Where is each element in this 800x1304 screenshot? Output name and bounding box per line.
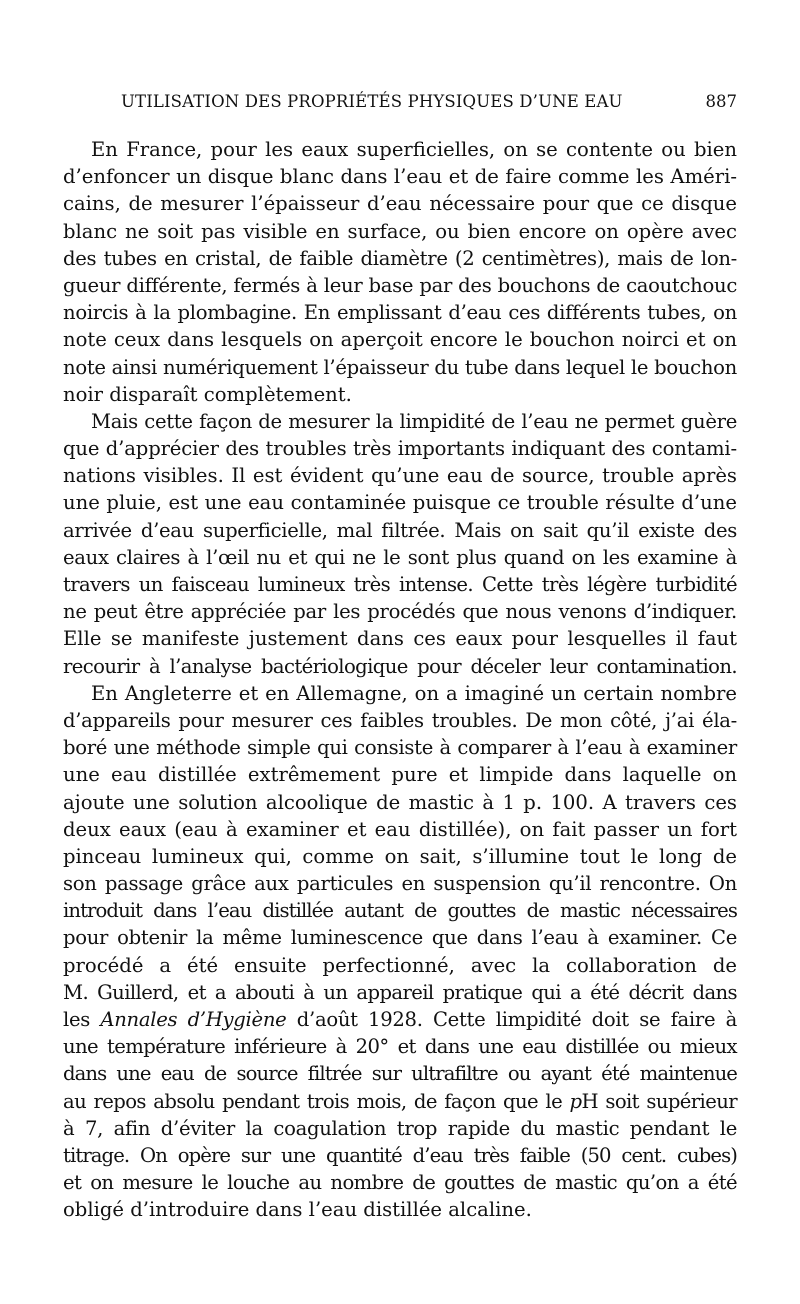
journal-title: Annales d’Hygiène xyxy=(100,1008,287,1031)
text-line xyxy=(63,1088,737,1115)
text-line: nations visibles. Il est évident qu’une eau de source, trouble après xyxy=(63,464,737,488)
text-fragment: les xyxy=(63,1008,101,1031)
text-line: note ainsi numériquement l’épaisseur du tube dans lequel le bouchon xyxy=(63,355,737,379)
text-line: et on mesure le louche au nombre de gouttes de mastic qu’on a été xyxy=(63,1171,737,1195)
page-number: 887 xyxy=(705,92,737,111)
text-line: note ceux dans lesquels on aperçoit encore le bouchon noirci et on xyxy=(63,328,737,352)
text-line: deux eaux (eau à examiner et eau distillée), on fait passer un fort xyxy=(63,817,737,841)
text-line: M. Guillerd, et a abouti à un appareil pratique qui a été décrit dans xyxy=(63,980,737,1004)
text-line: à 7, afin d’éviter la coagulation trop rapide du mastic pendant le xyxy=(63,1116,737,1140)
text-line: Elle se manifeste justement dans ces eaux pour lesquelles il faut xyxy=(63,627,737,651)
text-line: titrage. On opère sur une quantité d’eau très faible (50 cent. cubes) xyxy=(63,1143,737,1167)
text-fragment: au repos absolu pendant trois mois, de façon que le xyxy=(63,1089,570,1113)
text-line: arrivée d’eau superficielle, mal filtrée. Mais on sait qu’il existe des xyxy=(63,518,737,542)
text-line: ajoute une solution alcoolique de mastic à 1 p. 100. A travers ces xyxy=(63,790,737,814)
text-line: une pluie, est une eau contaminée puisque ce trouble résulte d’une xyxy=(63,491,737,515)
ph-symbol: p xyxy=(569,1089,582,1113)
text-line xyxy=(63,1006,737,1033)
text-line: gueur différente, fermés à leur base par des bouchons de caoutchouc xyxy=(63,273,737,297)
text-line: des tubes en cristal, de faible diamètre (2 centimètres), mais de lon- xyxy=(63,246,737,270)
text-line: d’enfoncer un disque blanc dans l’eau et de faire comme les Améri- xyxy=(63,165,737,189)
book-page xyxy=(63,0,737,1304)
text-line: travers un faisceau lumineux très intense. Cette très légère turbidité xyxy=(63,573,737,596)
text-line: pour obtenir la même luminescence que dans l’eau à examiner. Ce xyxy=(63,926,737,950)
text-line: procédé a été ensuite perfectionné, avec la collaboration de xyxy=(63,953,737,977)
text-line: une eau distillée extrêmement pure et limpide dans laquelle on xyxy=(63,763,737,787)
text-line: une température inférieure à 20° et dans une eau distillée ou mieux xyxy=(63,1035,737,1059)
text-line: Mais cette façon de mesurer la limpidité de l’eau ne permet guère xyxy=(91,409,737,433)
running-header-title: UTILISATION DES PROPRIÉTÉS PHYSIQUES D’UNE EAU xyxy=(121,92,623,111)
text-fragment: d’août 1928. Cette limpidité doit se faire à xyxy=(286,1008,737,1031)
text-line: blanc ne soit pas visible en surface, ou bien encore on opère avec xyxy=(63,219,737,243)
text-line: eaux claires à l’œil nu et qui ne le sont plus quand on les examine à xyxy=(63,545,737,569)
text-line: cains, de mesurer l’épaisseur d’eau nécessaire pour que ce disque xyxy=(63,192,737,216)
text-line: son passage grâce aux particules en suspension qu’il rencontre. On xyxy=(63,872,737,896)
text-line: recourir à l’analyse bactériologique pour déceler leur contamination. xyxy=(63,654,737,678)
text-line: ne peut être appréciée par les procédés que nous venons d’indiquer. xyxy=(63,600,737,624)
text-line: obligé d’introduire dans l’eau distillée alcaline. xyxy=(63,1198,532,1222)
body-text xyxy=(63,136,737,1224)
text-line: noircis à la plombagine. En emplissant d’eau ces différents tubes, on xyxy=(63,301,737,325)
text-line: dans une eau de source filtrée sur ultrafiltre ou ayant été maintenue xyxy=(63,1062,737,1086)
text-fragment: H soit supérieur xyxy=(581,1089,738,1113)
text-line: boré une méthode simple qui consiste à comparer à l’eau à examiner xyxy=(63,736,737,760)
text-line: noir disparaît complètement. xyxy=(63,382,352,406)
running-header xyxy=(63,92,737,116)
text-line: que d’apprécier des troubles très importants indiquant des contami- xyxy=(63,437,737,461)
text-line: d’appareils pour mesurer ces faibles troubles. De mon côté, j’ai éla- xyxy=(63,708,737,732)
text-line: pinceau lumineux qui, comme on sait, s’illumine tout le long de xyxy=(63,844,737,868)
text-line: introduit dans l’eau distillée autant de gouttes de mastic nécessaires xyxy=(63,899,737,923)
text-line: En Angleterre et en Allemagne, on a imaginé un certain nombre xyxy=(91,681,737,705)
text-line: En France, pour les eaux superficielles, on se contente ou bien xyxy=(91,138,737,161)
